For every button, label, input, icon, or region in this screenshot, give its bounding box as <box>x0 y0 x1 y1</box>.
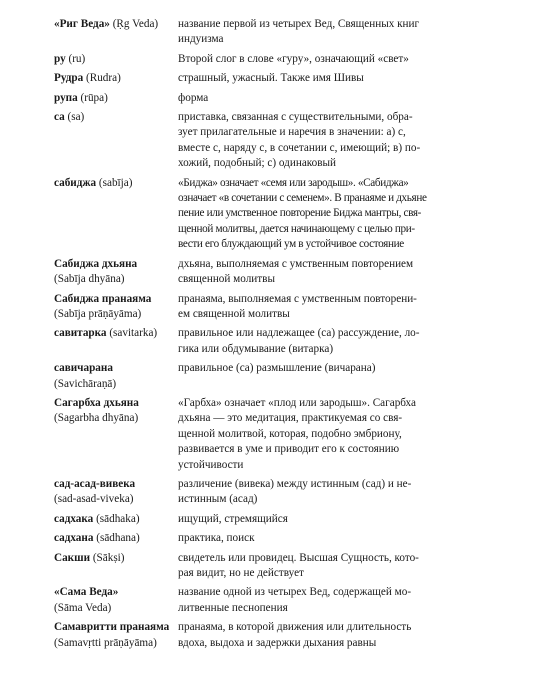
definition-line: форма <box>178 91 209 104</box>
term-transliteration: (Ṛg Veda) <box>112 18 159 30</box>
term-transliteration: (Sagarbha dhyāna) <box>54 412 139 425</box>
term-russian: «Риг Веда» <box>54 18 110 30</box>
term-transliteration: (Sabīja dhyāna) <box>54 273 125 286</box>
glossary-term <box>54 477 178 508</box>
glossary-definition <box>178 52 502 67</box>
glossary-entry <box>54 110 502 172</box>
glossary-list <box>54 17 502 655</box>
glossary-entry <box>54 512 502 527</box>
glossary-definition <box>178 17 502 48</box>
definition-line: «Гарбха» означает «плод или зародыш». Сагарбха <box>178 396 416 409</box>
term-russian: са <box>54 111 65 124</box>
glossary-definition <box>178 551 502 582</box>
term-transliteration: (Rudra) <box>86 72 121 85</box>
glossary-definition <box>178 396 502 473</box>
term-russian: Сабиджа пранаяма <box>54 292 152 305</box>
definition-line: пение или умственное повторение Биджа мантры, свя- <box>178 207 422 220</box>
glossary-entry <box>54 361 502 392</box>
glossary-term <box>54 257 178 288</box>
glossary-definition <box>178 585 502 616</box>
term-russian: савитарка <box>54 327 107 340</box>
glossary-term <box>54 17 178 32</box>
glossary-term <box>54 512 178 527</box>
definition-line: развивается в уме и приводит его к состоянию <box>178 443 400 456</box>
glossary-definition <box>178 326 502 357</box>
glossary-entry <box>54 531 502 546</box>
glossary-definition <box>178 512 502 527</box>
term-transliteration: (sādhana) <box>96 532 140 545</box>
definition-line: рая видит, но не действует <box>178 567 304 579</box>
term-transliteration: (sādhaka) <box>96 512 140 525</box>
term-russian: «Сама Веда» <box>54 586 119 599</box>
definition-line: название одной из четырех Вед, содержащей мо- <box>178 586 412 599</box>
glossary-term <box>54 52 178 67</box>
glossary-term <box>54 620 178 651</box>
term-transliteration: (sad-asad-viveka) <box>54 493 134 506</box>
glossary-term <box>54 176 178 191</box>
glossary-definition <box>178 620 502 651</box>
glossary-term <box>54 531 178 546</box>
definition-line: пранаяма, выполняемая с умственным повторени- <box>178 292 417 305</box>
glossary-entry <box>54 71 502 86</box>
term-transliteration: (savitarka) <box>109 327 158 340</box>
glossary-definition <box>178 257 502 288</box>
glossary-definition <box>178 361 502 376</box>
definition-line: практика, поиск <box>178 532 255 545</box>
definition-line: щенной молитвой, которая, подобно эмбриону, <box>178 427 402 440</box>
glossary-entry <box>54 52 502 67</box>
definition-line: вместе с, наряду с, в сочетании с, имеющий; в) по- <box>178 141 421 154</box>
glossary-term <box>54 361 178 392</box>
glossary-term <box>54 71 178 86</box>
glossary-term <box>54 585 178 616</box>
definition-line: «Биджа» означает «семя или зародыш». «Сабиджа» <box>178 176 409 189</box>
definition-line: вдоха, выдоха и задержки дыхания равны <box>178 636 377 649</box>
term-transliteration: (Savichāraṇā) <box>54 377 117 390</box>
glossary-definition <box>178 477 502 508</box>
definition-line: означает «в сочетании с семенем». В пранаяме и дхьяне <box>178 192 427 205</box>
term-russian: Самавритти пранаяма <box>54 621 170 634</box>
term-russian: Сабиджа дхьяна <box>54 257 138 270</box>
term-russian: Рудра <box>54 72 84 85</box>
definition-line: щенной молитвы, дается начинающему с целью при- <box>178 222 415 235</box>
definition-line: приставка, связанная с существительными, обра- <box>178 111 413 124</box>
term-russian: Сакши <box>54 551 91 564</box>
definition-line: ем священной молитвы <box>178 307 290 320</box>
definition-line: дхьяна — это медитация, практикуемая со свя- <box>178 412 403 425</box>
term-transliteration: (Sabīja prāṇāyāma) <box>54 307 142 320</box>
glossary-definition <box>178 292 502 323</box>
term-russian: ру <box>54 52 66 65</box>
glossary-definition <box>178 176 502 253</box>
glossary-term <box>54 551 178 566</box>
definition-line: Второй слог в слове «гуру», означающий «свет» <box>178 52 409 65</box>
glossary-entry <box>54 257 502 288</box>
term-transliteration: (Sākṣi) <box>92 551 125 564</box>
definition-line: гика или обдумывание (витарка) <box>178 342 334 355</box>
glossary-entry <box>54 585 502 616</box>
definition-line: различение (вивека) между истинным (сад) и не- <box>178 477 412 490</box>
glossary-term <box>54 396 178 427</box>
glossary-entry <box>54 620 502 651</box>
glossary-entry <box>54 292 502 323</box>
term-transliteration: (sa) <box>67 111 85 124</box>
term-russian: сабиджа <box>54 176 97 189</box>
definition-line: вести его блуждающий ум в устойчивое состояние <box>178 238 404 251</box>
definition-line: литвенные песнопения <box>178 601 288 614</box>
definition-line: истинным (асад) <box>178 493 258 506</box>
term-russian: савичарана <box>54 362 113 375</box>
term-russian: рупа <box>54 91 78 104</box>
definition-line: индуизма <box>178 33 224 46</box>
definition-line: священной молитвы <box>178 273 275 286</box>
glossary-entry <box>54 17 502 48</box>
glossary-term <box>54 326 178 341</box>
glossary-entry <box>54 477 502 508</box>
glossary-entry <box>54 91 502 106</box>
glossary-term <box>54 292 178 323</box>
term-russian: Сагарбха дхьяна <box>54 396 139 409</box>
glossary-term <box>54 91 178 106</box>
glossary-entry <box>54 176 502 253</box>
definition-line: свидетель или провидец. Высшая Сущность, кото- <box>178 551 419 564</box>
definition-line: название первой из четырех Вед, Священных книг <box>178 18 420 30</box>
definition-line: пранаяма, в которой движения или длительность <box>178 621 412 634</box>
definition-line: хожий, подобный; с) одинаковый <box>178 157 337 170</box>
definition-line: правильное или надлежащее (са) рассуждение, ло- <box>178 327 420 340</box>
glossary-entry <box>54 326 502 357</box>
definition-line: правильное (са) размышление (вичарана) <box>178 362 376 375</box>
glossary-definition <box>178 531 502 546</box>
term-transliteration: (sabīja) <box>98 176 133 189</box>
term-transliteration: (Samavṛtti prāṇāyāma) <box>54 636 157 649</box>
term-russian: садхака <box>54 512 94 525</box>
term-russian: садхана <box>54 532 94 545</box>
term-transliteration: (ru) <box>68 52 86 65</box>
glossary-definition <box>178 91 502 106</box>
definition-line: страшный, ужасный. Также имя Шивы <box>178 72 364 85</box>
definition-line: дхьяна, выполняемая с умственным повторением <box>178 257 414 270</box>
term-russian: сад-асад-вивека <box>54 477 136 490</box>
term-transliteration: (Sāma Veda) <box>54 601 112 614</box>
definition-line: ищущий, стремящийся <box>178 512 288 525</box>
glossary-definition <box>178 71 502 86</box>
term-transliteration: (rūpa) <box>80 91 108 104</box>
glossary-entry <box>54 551 502 582</box>
glossary-entry <box>54 396 502 473</box>
definition-line: зует прилагательные и наречия в значении: а) с, <box>178 126 406 139</box>
definition-line: устойчивости <box>178 458 244 471</box>
glossary-term <box>54 110 178 125</box>
glossary-definition <box>178 110 502 172</box>
